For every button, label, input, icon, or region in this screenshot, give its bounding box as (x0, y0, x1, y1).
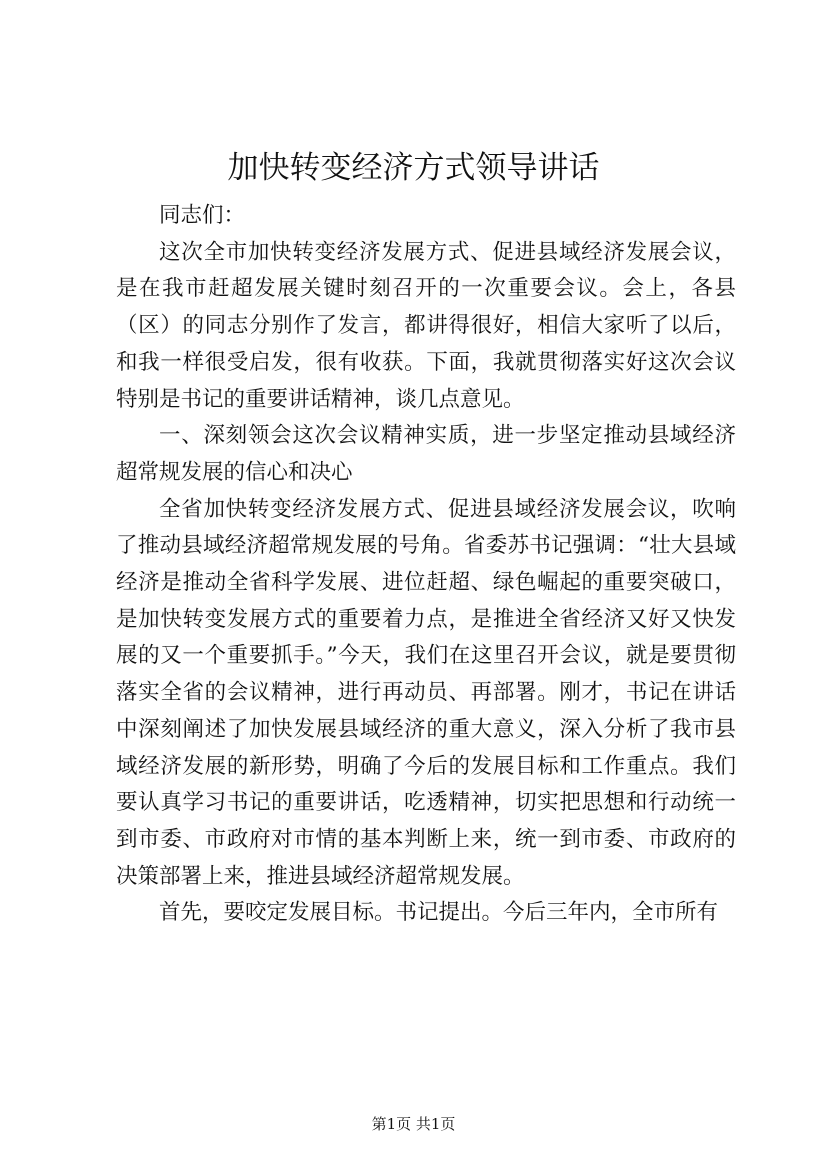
paragraph-section-1: 全省加快转变经济发展方式、促进县域经济发展会议，吹响了推动县域经济超常规发展的号角。省委苏书记强调：“壮大县域经济是推动全省科学发展、进位赶超、绿色崛起的重要突破口，是加快转变发展方式的重要着力点，是推进全省经济又好又快发展的又一个重要抓手。”今天，我们在这里召开会议，就是要贯彻落实全省的会议精神，进行再动员、再部署。刚才，书记在讲话中深刻阐述了加快发展县域经济的重大意义，深入分析了我市县域经济发展的新形势，明确了今后的发展目标和工作重点。我们要认真学习书记的重要讲话，吃透精神，切实把思想和行动统一到市委、市政府对市情的基本判断上来，统一到市委、市政府的决策部署上来，推进县域经济超常规发展。 (116, 496, 736, 889)
paragraph-salutation: 同志们： (159, 203, 246, 228)
document-body (116, 198, 736, 932)
paragraph-first-point: 首先，要咬定发展目标。书记提出。今后三年内，全市所有 (159, 900, 719, 926)
section-heading-1: 一、深刻领会这次会议精神实质，进一步坚定推动县域经济超常规发展的信心和决心 (116, 423, 736, 485)
paragraph-intro: 这次全市加快转变经济发展方式、促进县域经济发展会议，是在我市赶超发展关键时刻召开的一次重要会议。会上，各县（区）的同志分别作了发言，都讲得很好，相信大家听了以后，和我一样很受启发，很有收获。下面，我就贯彻落实好这次会议特别是书记的重要讲话精神，谈几点意见。 (116, 239, 736, 412)
document-title: 加快转变经济方式领导讲话 (227, 150, 600, 186)
page-number-footer: 第1页 共1页 (371, 1115, 456, 1133)
